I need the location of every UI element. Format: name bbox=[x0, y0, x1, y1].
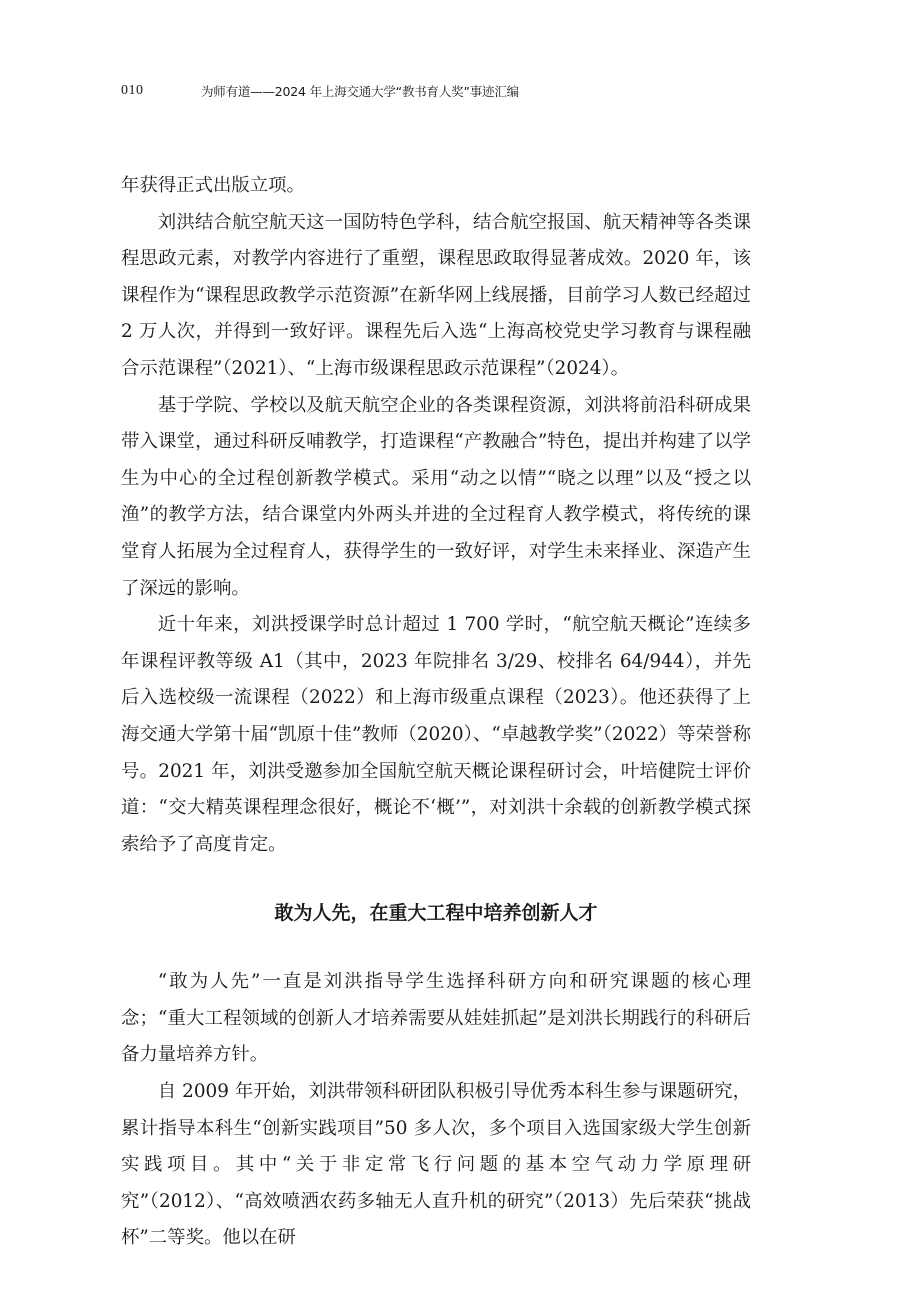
paragraph: 近十年来，刘洪授课学时总计超过 1 700 学时，“航空航天概论”连续多年课程评教等级 A1（其中，2023 年院排名 3/29、校排名 64/944），并先后入选校级一流课程（2022）和上海市级重点课程（2023）。他还获得了上海交通大学第十届“凯原十佳”教师（2020）、“卓越教学奖”（2022）等荣誉称号。2021 年，刘洪受邀参加全国航空航天概论课程研讨会，叶培健院士评价道：“交大精英课程理念很好，概论不‘概’”，对刘洪十余载的创新教学模式探索给予了高度肯定。 bbox=[121, 614, 751, 855]
page-header bbox=[121, 80, 519, 102]
paragraph: 自 2009 年开始，刘洪带领科研团队积极引导优秀本科生参与课题研究，累计指导本科生“创新实践项目”50 多人次，多个项目入选国家级大学生创新实践项目。其中“关于非定常飞行问题的基本空气动力学原理研究”（2012）、“高效喷洒农药多轴无人直升机的研究”（2013）先后荣获“挑战杯”二等奖。他以在研 bbox=[121, 1081, 751, 1249]
main-content bbox=[121, 168, 751, 1257]
running-header-title: 为师有道——2024 年上海交通大学“教书育人奖”事迹汇编 bbox=[201, 84, 519, 99]
page-number: 010 bbox=[121, 83, 144, 98]
paragraph: 年获得正式出版立项。 bbox=[121, 175, 305, 196]
paragraph: 刘洪结合航空航天这一国防特色学科，结合航空报国、航天精神等各类课程思政元素，对教学内容进行了重塑，课程思政取得显著成效。2020 年，该课程作为“课程思政教学示范资源”在新华网上线展播，目前学习人数已经超过 2 万人次，并得到一致好评。课程先后入选“上海高校党史学习教育与课程融合示范课程”（2021）、“上海市级课程思政示范课程”（2024）。 bbox=[121, 211, 751, 379]
section-heading: 敢为人先，在重大工程中培养创新人才 bbox=[274, 902, 598, 925]
paragraph: “敢为人先”一直是刘洪指导学生选择科研方向和研究课题的核心理念；“重大工程领域的创新人才培养需要从娃娃抓起”是刘洪长期践行的科研后备力量培养方针。 bbox=[121, 971, 751, 1066]
paragraph: 基于学院、学校以及航天航空企业的各类课程资源，刘洪将前沿科研成果带入课堂，通过科研反哺教学，打造课程“产教融合”特色，提出并构建了以学生为中心的全过程创新教学模式。采用“动之以情”“晓之以理”以及“授之以渔”的教学方法，结合课堂内外两头并进的全过程育人教学模式，将传统的课堂育人拓展为全过程育人，获得学生的一致好评，对学生未来择业、深造产生了深远的影响。 bbox=[121, 394, 751, 599]
